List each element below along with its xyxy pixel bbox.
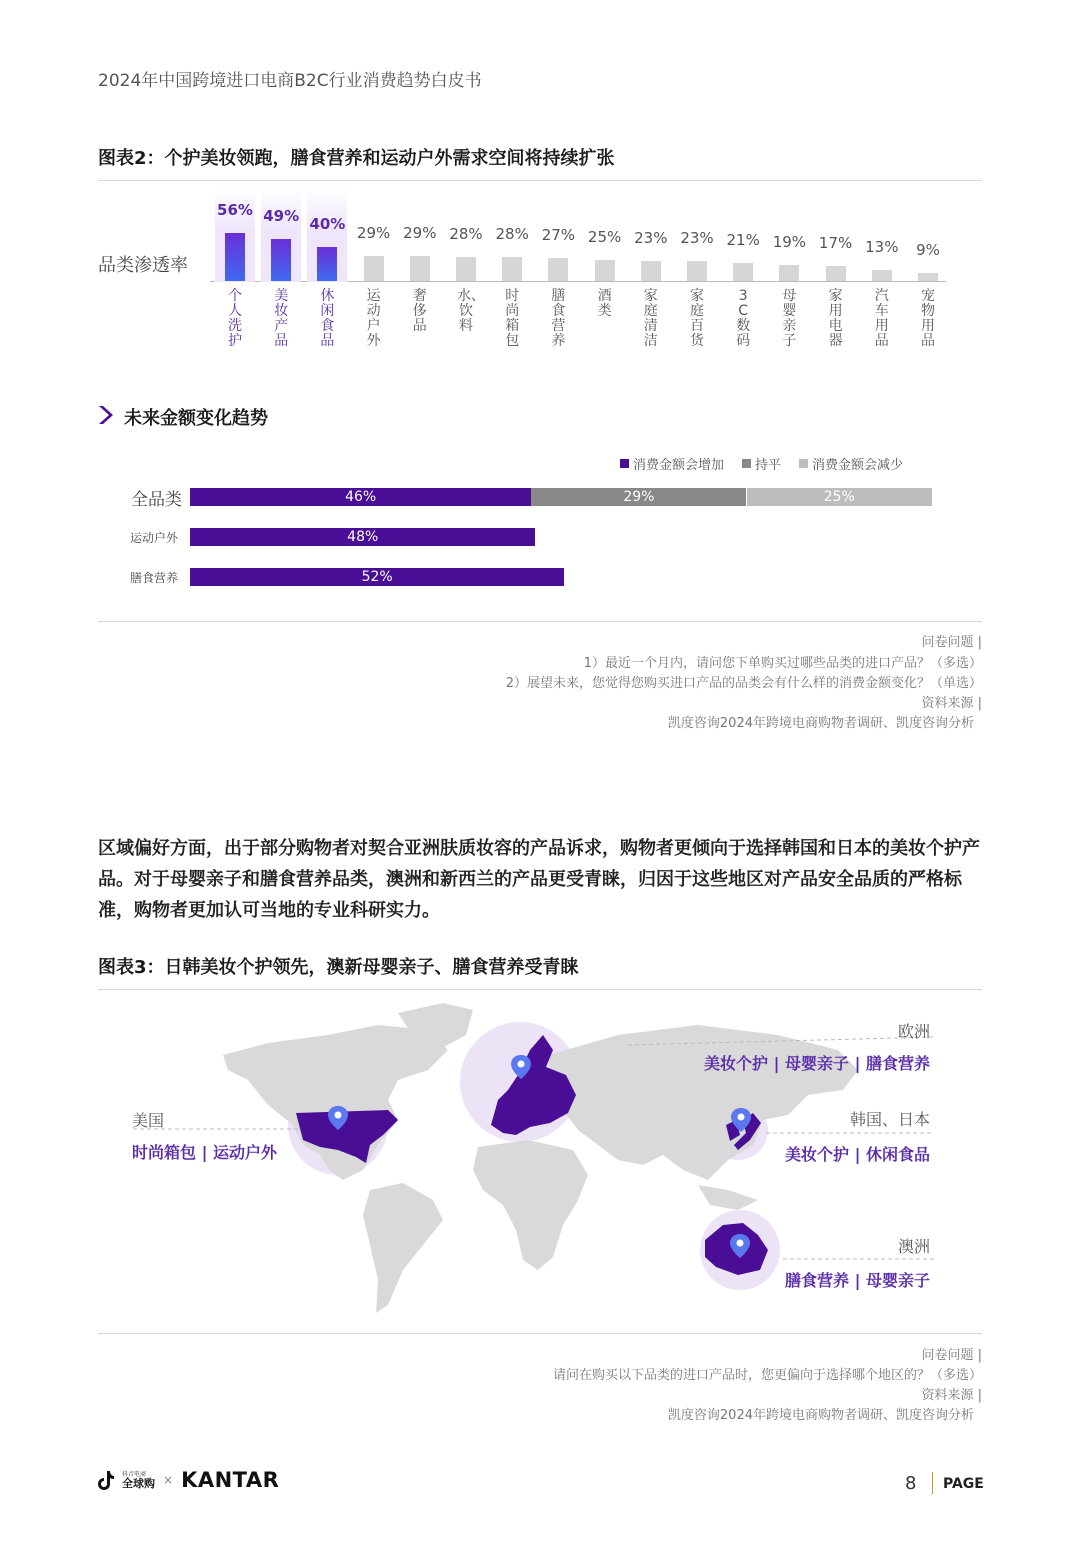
times-sign: × [163, 1473, 174, 1487]
note-2-source: 凯度咨询2024年跨境电商购物者调研、凯度咨询分析 [667, 1408, 974, 1423]
category-label: 美妆产品 [274, 288, 289, 349]
row-label: 运动户外 [129, 531, 178, 545]
legend-swatch [799, 459, 808, 468]
europe-name: 欧洲 [897, 1022, 930, 1041]
australia-name: 澳洲 [897, 1237, 930, 1256]
category-label: 家庭百货 [690, 288, 704, 349]
bar-value-label: 21% [726, 231, 760, 249]
korea-japan-categories: 美妆个护 | 休闲食品 [785, 1145, 930, 1164]
korea-japan-name: 韩国、日本 [849, 1110, 930, 1129]
document-title: 2024年中国跨境进口电商B2C行业消费趋势白皮书 [98, 71, 482, 91]
category-label: 时尚箱包 [505, 288, 520, 349]
footer-logo [98, 1468, 279, 1492]
note-1-source-label: 资料来源 | [921, 696, 982, 711]
bar-value-label: 29% [403, 224, 437, 243]
bar-12 [779, 265, 799, 281]
bar-8 [595, 260, 615, 281]
bar-value-label: 28% [495, 225, 529, 243]
legend-swatch [620, 459, 629, 468]
bar-4 [410, 256, 430, 281]
bar-segment: 29% [531, 488, 746, 506]
bar-15 [918, 273, 938, 281]
category-label: 家用电器 [828, 288, 843, 349]
trend-legend [620, 454, 915, 473]
bar-value-label: 25% [587, 227, 622, 246]
bar-value-label: 49% [263, 207, 300, 225]
bar-11 [733, 263, 753, 281]
bar-10 [687, 261, 707, 281]
south-america-shape [363, 1183, 443, 1313]
category-label: 膳食营养 [551, 288, 566, 349]
bar-segment: 48% [190, 528, 535, 546]
bar-value-label: 23% [680, 229, 714, 248]
bar-value-label: 13% [865, 237, 899, 256]
southeast-asia-shape [698, 1185, 758, 1210]
figure-2-divider [98, 180, 982, 181]
bar-segment: 46% [190, 488, 531, 506]
australia-categories: 膳食营养 | 母婴亲子 [785, 1271, 930, 1290]
page-number: 8 [905, 1473, 917, 1494]
category-label: 个人洗护 [228, 288, 242, 349]
row-label: 膳食营养 [129, 571, 178, 585]
note-1-question-2: 2）展望未来，您觉得您购买进口产品的品类会有什么样的消费金额变化？（单选） [505, 676, 982, 691]
trend-section-title: 未来金额变化趋势 [124, 408, 268, 429]
global-purchase-logo: 抖音电商 全球购 [122, 1470, 155, 1490]
bar-value-label: 23% [634, 229, 668, 248]
bar-value-label: 28% [449, 225, 483, 243]
bar-6 [502, 257, 522, 281]
page-separator [932, 1472, 933, 1494]
bar-value-label: 9% [916, 241, 940, 260]
bar-1 [271, 239, 291, 281]
europe-categories: 美妆个护 | 母婴亲子 | 膳食营养 [704, 1054, 930, 1073]
bar-2 [317, 247, 337, 281]
note-2-question-label: 问卷问题 | [921, 1348, 982, 1363]
bar-13 [826, 266, 846, 281]
bar-value-label: 40% [309, 214, 346, 233]
legend-item [620, 454, 724, 473]
legend-item [799, 454, 903, 473]
us-categories: 时尚箱包 | 运动户外 [132, 1143, 277, 1162]
figure-3-title: 图表3：日韩美妆个护领先，澳新母婴亲子、膳食营养受青睐 [98, 957, 579, 978]
penetration-rate-label: 品类渗透率 [98, 255, 188, 276]
category-label: 宠物用品 [921, 288, 935, 349]
note-2-source-label: 资料来源 | [921, 1388, 982, 1403]
bar-value-label: 17% [818, 234, 853, 253]
note-2-divider [98, 1333, 982, 1334]
bar-14 [872, 270, 892, 281]
bar-segment: 52% [190, 568, 564, 586]
category-label: 家庭清洁 [643, 288, 658, 349]
category-label: 汽车用品 [874, 288, 889, 349]
note-1-source: 凯度咨询2024年跨境电商购物者调研、凯度咨询分析 [667, 716, 974, 731]
page-label: PAGE [943, 1476, 984, 1492]
category-label: 奢侈品 [412, 288, 427, 334]
note-2-question: 请问在购买以下品类的进口产品时，您更偏向于选择哪个地区的？（多选） [552, 1368, 982, 1383]
legend-label: 消费金额会增加 [633, 458, 725, 473]
chevron-right-icon [96, 404, 114, 426]
bar-3 [364, 256, 384, 281]
legend-label: 持平 [755, 458, 782, 473]
figure-2-title: 图表2：个护美妆领跑，膳食营养和运动户外需求空间将持续扩张 [98, 148, 615, 169]
legend-item [742, 454, 781, 473]
douyin-logo-icon [98, 1470, 114, 1490]
bar-value-label: 27% [541, 225, 576, 244]
bar-9 [641, 261, 661, 281]
category-label: 3C数码 [736, 288, 751, 349]
note-1-divider [98, 621, 982, 622]
bar-0 [225, 233, 245, 281]
row-label: 全品类 [131, 490, 182, 510]
kantar-logo: KANTAR [181, 1468, 280, 1492]
bar-value-label: 19% [772, 232, 807, 251]
note-1-question-label: 问卷问题 | [921, 635, 982, 650]
legend-swatch [742, 459, 751, 468]
category-label: 母婴亲子 [782, 288, 797, 349]
bar-5 [456, 257, 476, 281]
us-name: 美国 [132, 1111, 165, 1130]
category-label: 休闲食品 [320, 288, 335, 349]
category-label: 水、饮料 [457, 288, 485, 334]
body-paragraph: 区域偏好方面，出于部分购物者对契合亚洲肤质妆容的产品诉求，购物者更倾向于选择韩国和日本的美妆个护产品。对于母婴亲子和膳食营养品类，澳洲和新西兰的产品更受青睐，归因于这些地区对产品安全品质的严格标准，购物者更加认可当地的专业科研实力。 [98, 838, 980, 921]
bar-value-label: 29% [356, 224, 391, 243]
bar-segment: 25% [747, 488, 933, 506]
legend-label: 消费金额会减少 [812, 458, 904, 473]
note-1-question-1: 1）最近一个月内，请问您下单购买过哪些品类的进口产品？（多选） [583, 656, 982, 671]
category-label: 酒类 [597, 288, 612, 319]
africa-shape [473, 1140, 588, 1270]
bar-7 [548, 258, 568, 281]
bar-value-label: 56% [217, 201, 253, 219]
category-label: 运动户外 [366, 288, 381, 349]
figure-3-divider [98, 989, 982, 990]
